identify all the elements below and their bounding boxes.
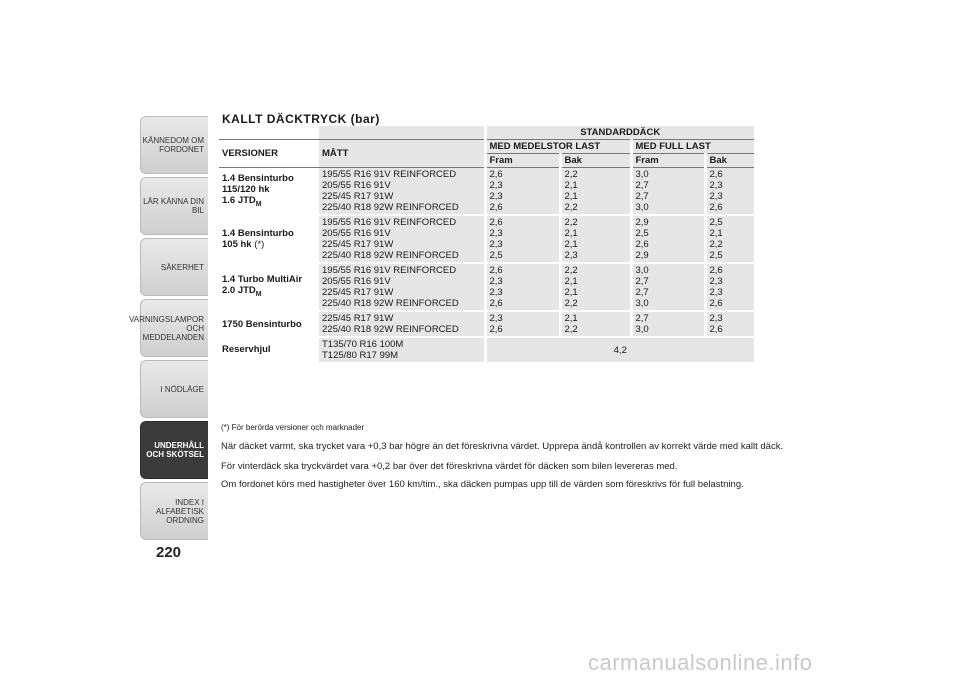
dim-value: 195/55 R16 91V REINFORCED (322, 169, 457, 180)
pressure-value: 2,7 (635, 276, 649, 287)
page-title: KALLT DÄCKTRYCK (bar) (222, 112, 380, 126)
full-front-cell (631, 215, 705, 263)
version-line: 1.4 Turbo MultiAir (222, 274, 303, 286)
pressure-value: 2,3 (709, 276, 723, 287)
pressure-value: 2,6 (489, 298, 503, 309)
pressure-value: 2,1 (564, 313, 578, 324)
version-cell (219, 311, 319, 337)
pressure-value: 2,6 (709, 169, 723, 180)
tab-label: KÄNNEDOM OM FORDONET (142, 136, 204, 154)
dim-value: 205/55 R16 91V (322, 276, 391, 287)
dim-value: 195/55 R16 91V REINFORCED (322, 217, 457, 228)
header-medium-load: MED MEDELSTOR LAST (485, 140, 631, 154)
header-blank-dims (319, 126, 485, 140)
pressure-value: 2,1 (564, 287, 578, 298)
dim-value: 205/55 R16 91V (322, 228, 391, 239)
pressure-value: 2,5 (635, 228, 649, 239)
tab-kannedom[interactable] (140, 116, 208, 174)
pressure-value: 3,0 (635, 298, 649, 309)
pressure-value: 2,1 (564, 191, 578, 202)
tab-lar-kanna[interactable] (140, 177, 208, 235)
full-front-cell (631, 263, 705, 311)
page-number: 220 (156, 544, 182, 561)
pressure-value: 2,7 (635, 180, 649, 191)
pressure-value: 3,0 (635, 169, 649, 180)
paragraph-high-speed: Om fordonet körs med hastigheter över 160 km/tim., ska däcken pumpas upp till de värden som föreskrivs för full belastning. (221, 479, 744, 490)
pressure-value: 2,6 (489, 169, 503, 180)
pressure-value: 2,7 (635, 313, 649, 324)
header-full-load: MED FULL LAST (631, 140, 754, 154)
dim-value: 205/55 R16 91V (322, 180, 391, 191)
pressure-value: 2,6 (489, 217, 503, 228)
dim-value: T125/80 R17 99M (322, 350, 399, 361)
pressure-value: 2,3 (489, 180, 503, 191)
header-versions: VERSIONER (219, 140, 319, 168)
full-rear-cell (705, 311, 754, 337)
version-subscript: M (255, 290, 262, 298)
pressure-value: 2,7 (635, 287, 649, 298)
paragraph-warm-tire: När däcket varmt, ska trycket vara +0,3 bar högre än det föreskrivna värdet. Upprepa ändå kontrollen av korrekt värde med kallt däck. (221, 441, 784, 452)
header-dims: MÅTT (319, 140, 485, 168)
medium-front-cell (485, 311, 560, 337)
spare-pressure: 4,2 (485, 337, 754, 362)
tab-underhall[interactable] (140, 421, 208, 479)
table-row (219, 263, 754, 311)
pressure-value: 2,3 (489, 276, 503, 287)
pressure-value: 2,2 (564, 202, 578, 213)
pressure-value: 2,1 (564, 180, 578, 191)
dims-cell (319, 168, 485, 216)
table-row (219, 311, 754, 337)
version-line: 2.0 JTD (222, 285, 256, 297)
medium-front-cell (485, 215, 560, 263)
pressure-value: 3,0 (635, 324, 649, 335)
version-note: (*) (254, 239, 265, 250)
footnote: (*) För berörda versioner och marknader (221, 423, 365, 432)
pressure-value: 2,3 (709, 191, 723, 202)
tab-nodlage[interactable] (140, 360, 208, 418)
medium-rear-cell (560, 215, 631, 263)
pressure-value: 3,0 (635, 202, 649, 213)
pressure-value: 2,3 (709, 313, 723, 324)
full-front-cell (631, 311, 705, 337)
pressure-value: 2,6 (709, 202, 723, 213)
pressure-value: 2,3 (489, 228, 503, 239)
dim-value: 195/55 R16 91V REINFORCED (322, 265, 457, 276)
pressure-value: 2,2 (564, 169, 578, 180)
dim-value: 225/40 R18 92W REINFORCED (322, 324, 459, 335)
pressure-value: 2,3 (489, 191, 503, 202)
pressure-value: 2,3 (564, 250, 578, 261)
dim-value: T135/70 R16 100M (322, 339, 404, 350)
full-front-cell (631, 168, 705, 216)
tab-sakerhet[interactable] (140, 238, 208, 296)
pressure-value: 2,3 (709, 180, 723, 191)
table-row (219, 215, 754, 263)
tab-label: VARNINGSLAMPOR OCH MEDDELANDEN (129, 314, 204, 342)
full-rear-cell (705, 215, 754, 263)
tab-label: UNDERHÅLL OCH SKÖTSEL (146, 441, 204, 459)
dim-value: 225/45 R17 91W (322, 287, 394, 298)
pressure-value: 2,6 (489, 265, 503, 276)
dims-cell (319, 311, 485, 337)
spare-label: Reservhjul (222, 344, 271, 355)
pressure-value: 2,6 (709, 298, 723, 309)
version-line: 1.6 JTD (222, 195, 256, 207)
pressure-value: 2,5 (709, 217, 723, 228)
tab-index[interactable] (140, 482, 208, 540)
pressure-value: 2,2 (564, 298, 578, 309)
medium-rear-cell (560, 168, 631, 216)
tab-label: INDEX I ALFABETISK ORDNING (155, 497, 204, 525)
dim-value: 225/45 R17 91W (322, 191, 394, 202)
full-rear-cell (705, 263, 754, 311)
dim-value: 225/40 R18 92W REINFORCED (322, 298, 459, 309)
pressure-value: 2,1 (564, 228, 578, 239)
pressure-value: 2,1 (564, 239, 578, 250)
pressure-value: 2,9 (635, 250, 649, 261)
dim-value: 225/45 R17 91W (322, 313, 394, 324)
version-line: 1750 Bensinturbo (222, 318, 302, 330)
pressure-value: 3,0 (635, 265, 649, 276)
pressure-value: 2,5 (489, 250, 503, 261)
medium-rear-cell (560, 263, 631, 311)
dim-value: 225/40 R18 92W REINFORCED (322, 250, 459, 261)
version-cell (219, 263, 319, 311)
header-medium-rear: Bak (560, 154, 631, 168)
pressure-value: 2,5 (709, 250, 723, 261)
version-cell (219, 168, 319, 216)
tire-pressure-table (219, 126, 754, 362)
medium-front-cell (485, 168, 560, 216)
pressure-value: 2,7 (635, 191, 649, 202)
pressure-value: 2,1 (709, 228, 723, 239)
pressure-value: 2,9 (635, 217, 649, 228)
table-row (219, 168, 754, 216)
dims-cell (319, 215, 485, 263)
pressure-value: 2,2 (564, 324, 578, 335)
pressure-value: 2,1 (564, 276, 578, 287)
pressure-value: 2,6 (635, 239, 649, 250)
version-line: 105 hk (222, 239, 252, 250)
pressure-value: 2,3 (709, 287, 723, 298)
tab-label: LÄR KÄNNA DIN BIL (143, 197, 204, 215)
header-full-rear: Bak (705, 154, 754, 168)
pressure-value: 2,6 (489, 324, 503, 335)
pressure-value: 2,3 (489, 239, 503, 250)
version-cell (219, 215, 319, 263)
tab-label: I NÖDLÄGE (160, 384, 204, 394)
table-row-spare (219, 337, 754, 362)
watermark: carmanualsonline.info (588, 650, 813, 675)
paragraph-winter-tire: För vinterdäck ska tryckvärdet vara +0,2 bar över det föreskrivna värdet för däcken som bilen levereras med. (221, 461, 678, 472)
dim-value: 225/40 R18 92W REINFORCED (322, 202, 459, 213)
medium-rear-cell (560, 311, 631, 337)
full-rear-cell (705, 168, 754, 216)
version-line: 1.4 Bensinturbo (222, 228, 294, 239)
medium-front-cell (485, 263, 560, 311)
header-blank (219, 126, 319, 140)
spare-dims-cell (319, 337, 485, 362)
pressure-value: 2,2 (709, 239, 723, 250)
tab-varningslampor[interactable] (129, 299, 208, 357)
version-subscript: M (255, 200, 262, 208)
pressure-value: 2,2 (564, 265, 578, 276)
pressure-value: 2,2 (564, 217, 578, 228)
pressure-value: 2,6 (709, 324, 723, 335)
version-line: 115/120 hk (222, 184, 270, 196)
version-line: 1.4 Bensinturbo (222, 173, 294, 185)
dim-value: 225/45 R17 91W (322, 239, 394, 250)
header-medium-front: Fram (485, 154, 560, 168)
pressure-value: 2,3 (489, 287, 503, 298)
tab-label: SÄKERHET (160, 262, 204, 272)
pressure-value: 2,6 (489, 202, 503, 213)
header-full-front: Fram (631, 154, 705, 168)
pressure-value: 2,3 (489, 313, 503, 324)
dims-cell (319, 263, 485, 311)
pressure-value: 2,6 (709, 265, 723, 276)
header-standard: STANDARDDÄCK (485, 126, 754, 140)
